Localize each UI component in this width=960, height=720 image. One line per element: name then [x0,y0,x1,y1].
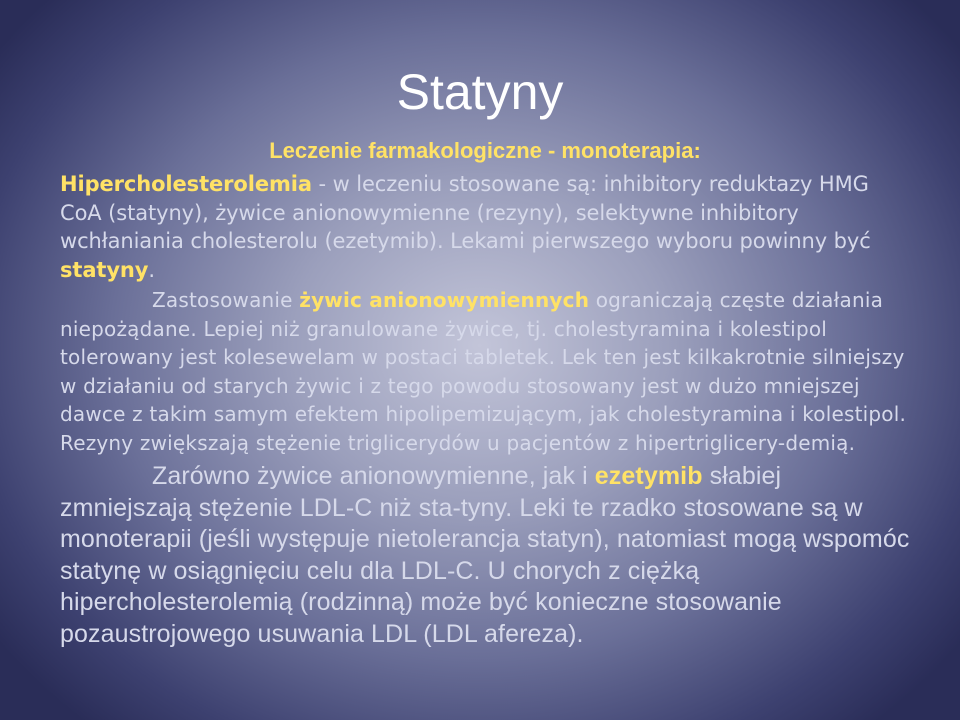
slide-content [60,136,910,650]
highlighted-term: ezetymib [594,462,703,490]
text-run: słabiej zmniejszają stężenie LDL-C niż sta-tyny. Leki te rzadko stosowane są w monoterapii (jeśli występuje nietolerancja statyn), natomiast mogą wspomóc statynę w osiągnięciu celu dla LDL-C. U chorych z ciężką hipercholesterolemią (rodzinną) może być konieczne stosowanie pozaustrojowego usuwania LDL (LDL afereza). [60,462,910,648]
text-run: - w leczeniu stosowane są: inhibitory reduktazy HMG CoA (statyny), żywice anionowymienne (rezyny), selektywne inhibitory wchłaniania cholesterolu (ezetymib). Lekami pierwszego wyboru powinny być [60,172,871,253]
text-run: Zastosowanie [152,288,300,312]
text-run: . [148,257,155,282]
slide-subtitle: Leczenie farmakologiczne - monoterapia: [269,138,701,163]
text-run: Zarówno żywice anionowymienne, jak i [152,462,595,490]
text-run: ograniczają częste działania niepożądane. Lepiej niż granulowane żywice, tj. cholestyramina i kolestipol tolerowany jest kolesewelam w postaci tabletek. Lek ten jest kilkakrotnie silniejszy w działaniu od starych żywic i z tego powodu stosowany jest w dużo mniejszej dawce z takim samym efektem hipolipemizującym, jak cholestyramina i kolestipol. Rezyny zwiększają stężenie triglicerydów u pacjentów z hipertriglicery-demią. [60,288,907,455]
slide-title: Statyny [396,64,564,120]
paragraph-hypercholesterolemia [60,170,910,284]
highlighted-term: żywic anionowymiennych [299,288,590,312]
paragraph-ezetimibe [60,461,910,650]
highlighted-term: statyny [60,257,149,282]
highlighted-term: Hipercholesterolemia [60,172,312,196]
paragraphs [60,170,910,650]
paragraph-resins [60,286,910,457]
